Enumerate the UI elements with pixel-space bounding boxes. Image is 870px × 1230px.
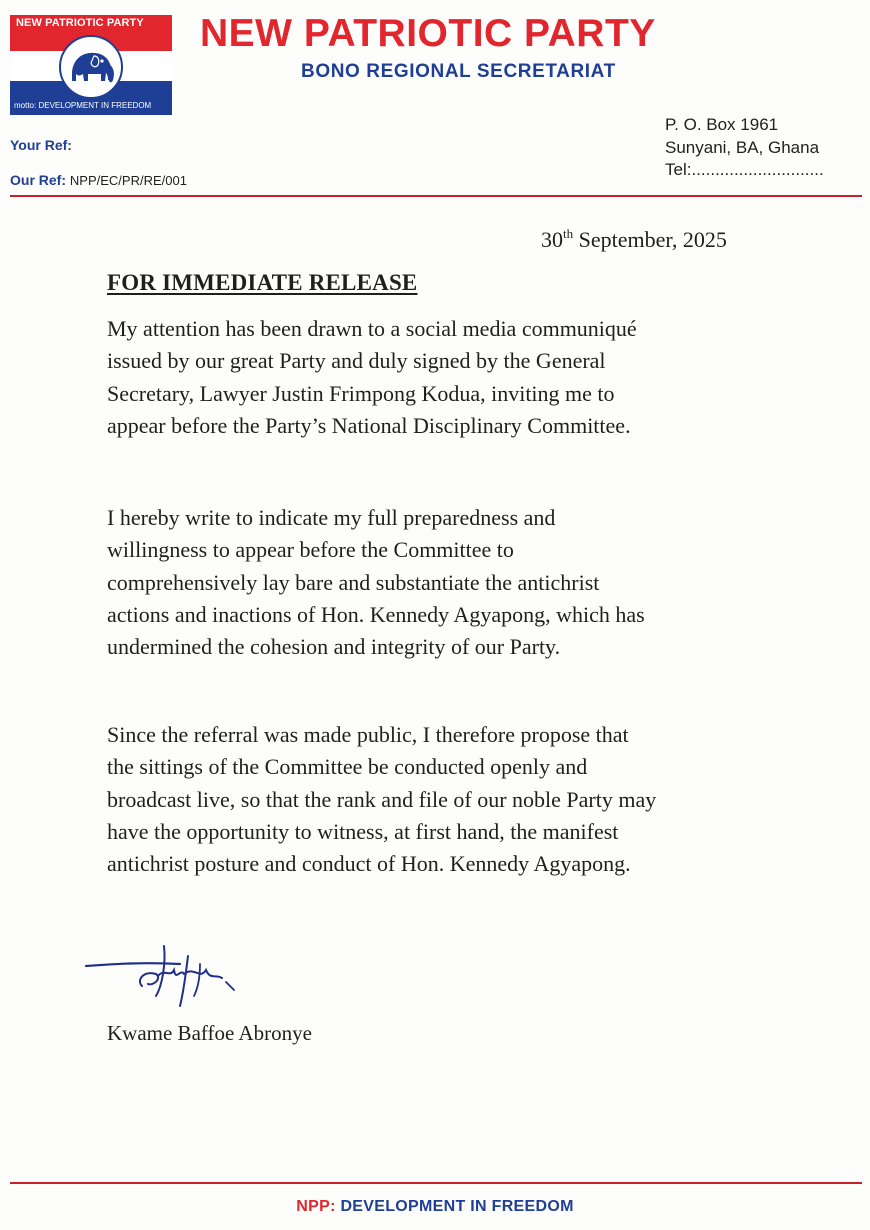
paragraph-line: I hereby write to indicate my full preparedness and [107,505,556,530]
footer-motto [0,1198,870,1216]
address-city: Sunyani, BA, Ghana [665,138,820,157]
address-tel: Tel:............................ [665,160,824,179]
paragraph-3 [107,719,807,880]
letter-date [541,227,727,253]
release-heading: FOR IMMEDIATE RELEASE [107,270,418,295]
paragraph-line: broadcast live, so that the rank and file of our noble Party may [107,786,657,812]
handwritten-signature [84,940,244,1020]
our-ref [10,172,187,188]
paragraph-line: My attention has been drawn to a social media communiqué [107,316,637,341]
paragraph-line: Secretary, Lawyer Justin Frimpong Kodua, inviting me to [107,380,615,406]
footer-prefix: NPP: [296,1198,336,1215]
paragraph-1 [107,313,807,442]
our-ref-value: NPP/EC/PR/RE/001 [69,173,187,188]
header-divider [10,195,862,197]
footer-divider [10,1182,862,1184]
address-po-box: P. O. Box 1961 [665,115,779,134]
paragraph-line: willingness to appear before the Committee to [107,537,514,563]
paragraph-2 [107,502,807,663]
your-ref-label: Your Ref: [10,137,72,153]
date-suffix: th [563,226,574,241]
paragraph-line: comprehensively lay bare and substantiate the antichrist [107,569,600,595]
paragraph-line: appear before the Party’s National Disciplinary Committee. [107,412,631,438]
date-rest: September, 2025 [573,227,727,252]
logo-motto: motto: DEVELOPMENT IN FREEDOM [14,101,152,110]
date-day: 30 [541,227,563,252]
secretariat-name: BONO REGIONAL SECRETARIAT [301,61,616,82]
elephant-emblem-icon [58,34,124,100]
your-ref [10,137,72,153]
footer-text: DEVELOPMENT IN FREEDOM [335,1198,574,1215]
paragraph-line: actions and inactions of Hon. Kennedy Agyapong, which has [107,601,645,627]
signatory-name: Kwame Baffoe Abronye [107,1021,312,1045]
party-name: NEW PATRIOTIC PARTY [200,12,656,55]
paragraph-line: antichrist posture and conduct of Hon. Kennedy Agyapong. [107,851,631,877]
our-ref-label: Our Ref: [10,172,66,188]
paragraph-line: undermined the cohesion and integrity of our Party. [107,634,561,660]
paragraph-line: issued by our great Party and duly signed by the General [107,348,606,374]
paragraph-line: the sittings of the Committee be conducted openly and [107,754,588,780]
logo-title: NEW PATRIOTIC PARTY [16,17,144,29]
paragraph-line: have the opportunity to witness, at first hand, the manifest [107,818,619,844]
party-logo [10,15,172,115]
paragraph-line: Since the referral was made public, I therefore propose that [107,722,629,747]
